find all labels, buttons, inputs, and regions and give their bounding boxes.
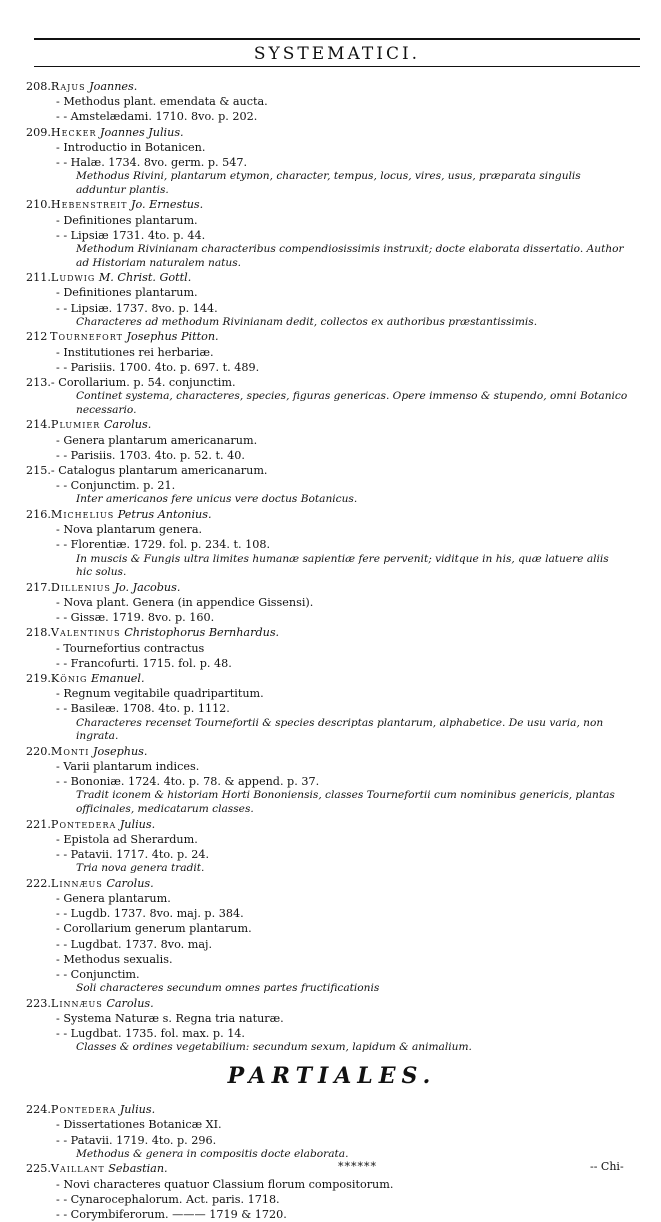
publication-details: - - Lipsiæ 1731. 4to. p. 44. [56,228,206,242]
bibliography-entry [26,197,638,270]
entry-heading [26,270,638,285]
entry-heading [26,1102,638,1117]
entry-heading [26,744,638,759]
author-surname: Hebenstreit [50,198,128,212]
author-given-name: Petrus Antonius. [117,508,212,522]
bibliography-entry [26,744,638,817]
entry-number: 213. [26,376,51,390]
entry-number: 214. [26,418,51,432]
bibliography-entry [26,1102,638,1161]
publication-details: - - Patavii. 1717. 4to. p. 24. [56,848,210,862]
entry-annotation: Tria nova genera tradit. [76,862,205,875]
publication-details: - - Conjunctim. p. 21. [56,479,176,493]
bibliography-list [26,79,638,1222]
entry-number: 211. [26,271,51,285]
entry-heading [26,417,638,432]
author-surname: Rajus [50,80,86,93]
work-title: - Nova plant. Genera (in appendice Gissensi). [56,596,314,610]
author-surname: Pontedera [50,1103,117,1117]
bibliography-entry [26,671,638,744]
bibliography-entry [26,876,638,996]
entry-number: 223. [26,996,51,1010]
work-title: - Varii plantarum indices. [56,760,200,774]
entry-annotation: Inter americanos fere unicus vere doctus Botanicus. [76,493,358,506]
work-title: - Definitiones plantarum. [56,286,198,300]
author-given-name: Jo. Ernestus. [130,198,204,212]
entry-annotation: Methodus Rivini, plantarum etymon, character, tempus, locus, vires, usus, præparata singulis adduntur plantis. [76,170,581,196]
bibliography-entry [26,996,638,1055]
entry-annotation: In muscis & Fungis ultra limites humanæ sapientiæ fere pervenit; viditque in his, quæ latuere aliis hic solus. [76,552,609,579]
publication-details: - - Parisiis. 1700. 4to. p. 697. t. 489. [56,360,260,374]
work-title: - Dissertationes Botanicæ XI. [56,1118,222,1132]
publication-details: - - Francofurti. 1715. fol. p. 48. [56,656,232,670]
bibliography-entry [26,79,638,125]
author-given-name: Christophorus Bernhardus. [124,626,280,640]
page-header [34,44,640,64]
entry-number: 222. [26,876,51,890]
bibliography-entry [26,329,638,375]
entry-heading [26,463,638,478]
entry-number: 209. [26,125,51,139]
publication-details: - - Lugdbat. 1737. 8vo. maj. [56,937,213,951]
author-given-name: Josephus Pitton. [126,330,219,344]
author-given-name: Jo. Jacobus. [114,580,181,594]
author-surname: Tournefort [50,330,123,344]
entry-number: 219. [26,672,51,686]
systematici-entries [26,79,638,1055]
work-title: - Definitiones plantarum. [56,213,198,227]
work-title: - Systema Naturæ s. Regna tria naturæ. [56,1012,284,1026]
work-title: - Introductio in Botanicen. [56,140,206,154]
author-surname: Ludwig [50,271,96,285]
entry-heading [26,197,638,212]
header-top-rule [34,38,640,40]
entry-heading [26,671,638,686]
entry-heading [26,79,638,94]
work-title: - Corollarium. p. 54. conjunctim. [50,376,236,390]
entry-annotation: Characteres ad methodum Rivinianam dedit, collectos ex authoribus præstantissimis. [76,315,538,328]
bibliography-entry [26,417,638,463]
header-bottom-rule [34,66,640,67]
author-surname: Linnæus [50,996,103,1010]
author-surname: Linnæus [50,876,103,890]
work-title: - Genera plantarum. [56,892,171,906]
publication-details: - - Amstelædami. 1710. 8vo. p. 202. [56,110,258,124]
running-title: SYSTEMATICI. [253,44,421,64]
catchword: -- Chi- [590,1160,624,1173]
entry-number: 225. [26,1162,51,1176]
publication-details: - - Corymbiferorum. ——— 1719 & 1720. [56,1208,287,1222]
publication-details: - - Lugdb. 1737. 8vo. maj. p. 384. [56,907,244,921]
entry-number: 215. [26,464,51,478]
author-given-name: Carolus. [103,418,152,432]
author-surname: Valentinus [50,626,121,640]
author-surname: Michelius [50,508,115,522]
entry-number: 217. [26,580,51,594]
entry-annotation: Continet systema, characteres, species, figuras genericas. Opere immenso & stupendo, omni Botanico necessario. [76,390,628,416]
publication-details: - - Conjunctim. [56,968,140,982]
entry-heading [26,507,638,522]
author-given-name: Carolus. [106,996,154,1010]
author-surname: Monti [50,744,90,758]
entry-number: 212 [26,330,48,344]
entry-number: 220. [26,744,51,758]
author-given-name: Sebastian. [108,1162,168,1176]
entry-annotation: Methodus & genera in compositis docte elaborata. [76,1147,349,1160]
entry-heading [26,125,638,140]
publication-details: - - Halæ. 1734. 8vo. germ. p. 547. [56,156,248,170]
bibliography-entry [26,507,638,580]
author-given-name: Carolus. [106,876,154,890]
publication-details: - - Patavii. 1719. 4to. p. 296. [56,1133,217,1147]
author-given-name: M. Christ. Gottl. [98,271,192,285]
entry-number: 221. [26,817,51,831]
work-title: - Institutiones rei herbariæ. [56,345,214,359]
entry-number: 218. [26,626,51,640]
bibliography-entry [26,817,638,876]
author-given-name: Julius. [119,1103,156,1117]
author-given-name: Joannes Julius. [100,125,184,139]
entry-heading [26,580,638,595]
work-title: - Epistola ad Sherardum. [56,832,198,846]
author-given-name: Emanuel. [90,672,145,686]
bibliography-entry [26,463,638,507]
entry-number: 216. [26,508,51,522]
entry-heading [26,996,638,1011]
bibliography-entry [26,375,638,417]
entry-heading [26,817,638,832]
entry-heading [26,625,638,640]
work-title: - Tournefortius contractus [56,641,205,655]
page-footer [0,1158,661,1176]
author-given-name: Joannes. [89,80,138,93]
entry-annotation: Classes & ordines vegetabilium: secundum sexum, lapidum & animalium. [76,1041,472,1054]
entry-heading [26,375,638,390]
entry-heading [26,876,638,891]
bibliography-entry [26,580,638,626]
author-given-name: Josephus. [93,744,148,758]
entry-number: 208. [26,80,51,93]
entry-heading [26,329,638,344]
entry-annotation: Soli characteres secundum omnes partes fructificationis [76,982,380,995]
author-surname: Hecker [50,125,97,139]
publication-details: - - Florentiæ. 1729. fol. p. 234. t. 108. [56,538,271,552]
publication-details: - - Cynarocephalorum. Act. paris. 1718. [56,1192,280,1206]
work-title: - Nova plantarum genera. [56,523,203,537]
work-title: - Regnum vegitabile quadripartitum. [56,687,264,701]
work-title: - Methodus plant. emendata & aucta. [56,95,268,109]
author-surname: Plumier [50,418,101,432]
author-surname: Dillenius [50,580,111,594]
work-title: - Novi characteres quatuor Classium florum compositorum. [56,1177,394,1191]
entry-annotation: Characteres recenset Tournefortii & species descriptas plantarum, alphabetice. De usu varia, non ingrata. [76,716,604,743]
work-title: - Methodus sexualis. [56,952,173,966]
entry-annotation: Tradit iconem & historiam Horti Bononiensis, classes Tournefortii cum nominibus genericis, plantas officinales, medicatarum classes. [76,789,615,816]
work-title: - Genera plantarum americanarum. [56,433,258,447]
entry-number: 210. [26,198,51,212]
author-given-name: Julius. [119,817,156,831]
bibliography-entry [26,625,638,671]
work-title: - Catalogus plantarum americanarum. [50,464,268,478]
publication-details: - - Basileæ. 1708. 4to. p. 1112. [56,702,230,716]
work-title: - Corollarium generum plantarum. [56,922,252,936]
author-surname: König [50,672,88,686]
publication-details: - - Lugdbat. 1735. fol. max. p. 14. [56,1027,245,1041]
author-surname: Pontedera [50,817,117,831]
publication-details: - - Lipsiæ. 1737. 8vo. p. 144. [56,301,218,315]
section-title-partiales: PARTIALES. [227,1063,437,1090]
author-surname: Vaillant [50,1162,105,1176]
bibliography-entry [26,125,638,198]
signature-mark: ****** [338,1160,377,1173]
entry-annotation: Methodum Rivinianam characteribus compendiosissimis instruxit; docte elaborata dissertatio. Author ad Historiam naturalem natus. [76,243,624,269]
publication-details: - - Bononiæ. 1724. 4to. p. 78. & append. p. 37. [56,775,320,789]
bibliography-entry [26,270,638,329]
publication-details: - - Gissæ. 1719. 8vo. p. 160. [56,611,215,625]
publication-details: - - Parisiis. 1703. 4to. p. 52. t. 40. [56,448,245,462]
entry-number: 224. [26,1103,51,1117]
